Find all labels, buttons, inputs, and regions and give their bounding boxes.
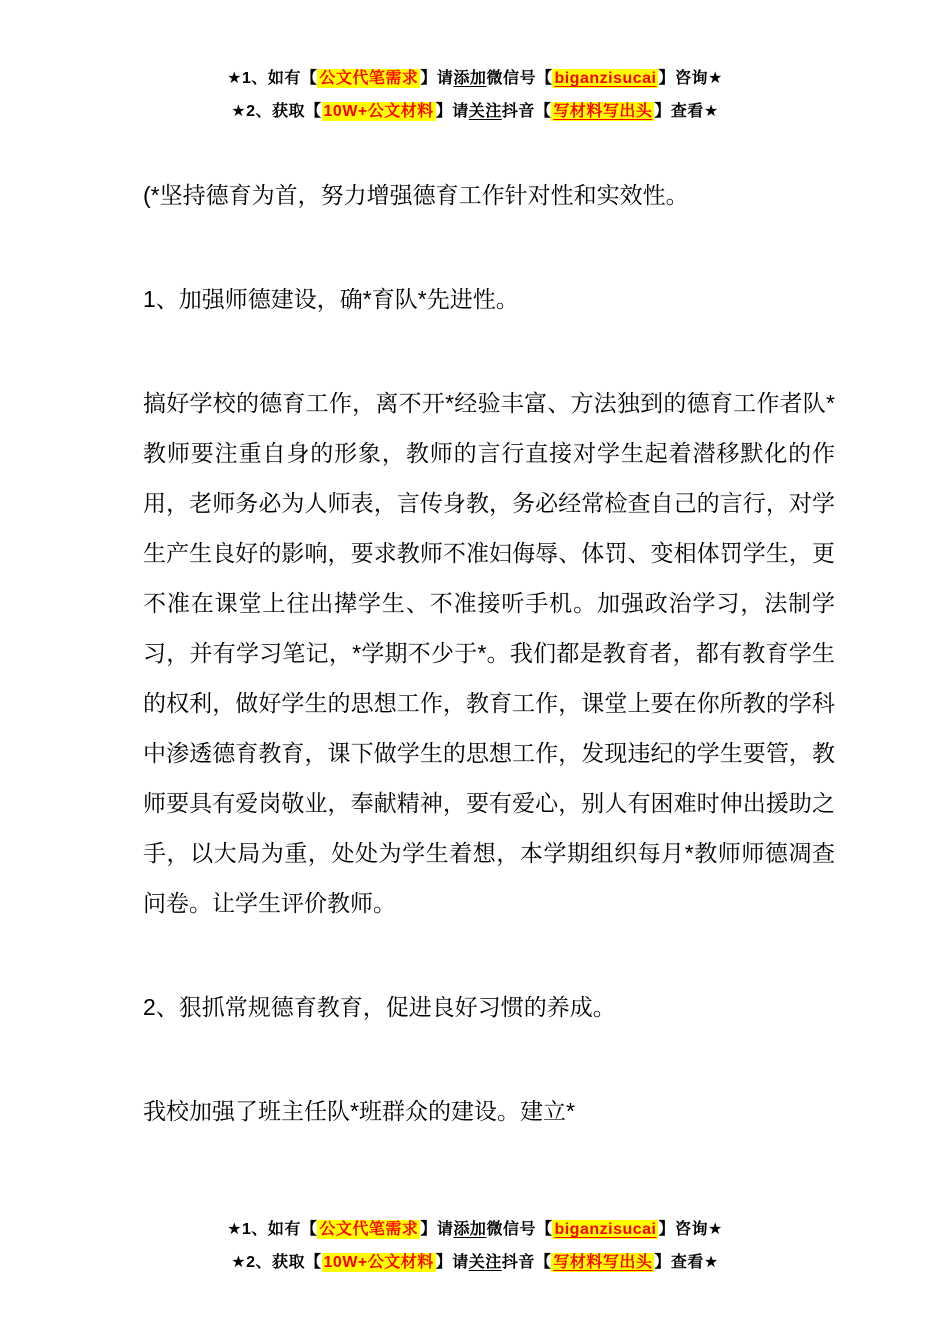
ad2-prefix: ★2、获取【 (231, 1254, 322, 1271)
ad-header-line-1 (0, 62, 950, 95)
ad2-underline-follow: 关注 (468, 1254, 502, 1271)
section-heading-1: 1、加强师德建设，确*育队*先进性。 (143, 286, 519, 312)
ad2-highlight-material: 10W+公文材料 (323, 103, 434, 120)
ad1-suffix: 】咨询★ (658, 70, 723, 87)
ad2-prefix: ★2、获取【 (231, 103, 322, 120)
ad1-mid: 】请 (420, 70, 454, 87)
ad2-suffix: 】查看★ (654, 1254, 719, 1271)
ad2-douyin-name: 写材料写出头 (553, 1254, 653, 1271)
ad1-wechat-id: biganzisucai (554, 70, 657, 87)
ad2-suffix: 】查看★ (654, 103, 719, 120)
ad1-highlight-need: 公文代笔需求 (319, 1221, 419, 1238)
ad2-mid: 】请 (435, 103, 469, 120)
ad1-prefix: ★1、如有【 (227, 70, 318, 87)
ad1-wechat-id: biganzisucai (554, 1221, 657, 1238)
ad-banner-footer (0, 1213, 950, 1279)
ad1-underline-add: 添加 (453, 1221, 487, 1238)
ad2-underline-follow: 关注 (468, 103, 502, 120)
ad1-highlight-need: 公文代笔需求 (319, 70, 419, 87)
ad-banner-header (0, 62, 950, 128)
ad1-prefix: ★1、如有【 (227, 1221, 318, 1238)
ad-footer-line-1 (0, 1213, 950, 1246)
ad1-underline-add: 添加 (453, 70, 487, 87)
intro-line: (*坚持德育为首，努力增强德育工作针对性和实效性。 (143, 182, 689, 208)
ad1-mid: 】请 (420, 1221, 454, 1238)
ad1-suffix: 】咨询★ (658, 1221, 723, 1238)
ad1-wechat-label: 微信号【 (486, 1221, 553, 1238)
ad2-douyin-label: 抖音【 (501, 103, 552, 120)
body-paragraph-2: 我校加强了班主任队*班群众的建设。建立* (143, 1098, 575, 1124)
ad2-douyin-label: 抖音【 (501, 1254, 552, 1271)
ad1-wechat-label: 微信号【 (486, 70, 553, 87)
body-paragraph-1: 搞好学校的德育工作，离不开*经验丰富、方法独到的德育工作者队*教师要注重自身的形象，教师的言行直接对学生起着潜移默化的作用，老师务必为人师表，言传身教，务必经常检查自己的言行，对学生产生良好的影响，要求教师不准妇侮辱、体罚、变相体罚学生，更不准在课堂上往出撵学生、不准接听手机。加强政治学习，法制学习，并有学习笔记，*学期不少于*。我们都是教育者，都有教育学生的权利，做好学生的思想工作，教育工作，课堂上要在你所教的学科中渗透德育教育，课下做学生的思想工作，发现违纪的学生要管，教师要具有爱岗敬业，奉献精神，要有爱心，别人有困难时伸出援助之手，以大局为重，处处为学生着想，本学期组织每月*教师师德凋查问卷。让学生评价教师。 (143, 390, 835, 916)
ad2-mid: 】请 (435, 1254, 469, 1271)
ad-footer-line-2 (0, 1246, 950, 1279)
section-heading-2: 2、狠抓常规德育教育，促进良好习惯的养成。 (143, 994, 616, 1020)
ad2-douyin-name: 写材料写出头 (553, 103, 653, 120)
ad-header-line-2 (0, 95, 950, 128)
document-body (143, 170, 835, 1190)
ad2-highlight-material: 10W+公文材料 (323, 1254, 434, 1271)
